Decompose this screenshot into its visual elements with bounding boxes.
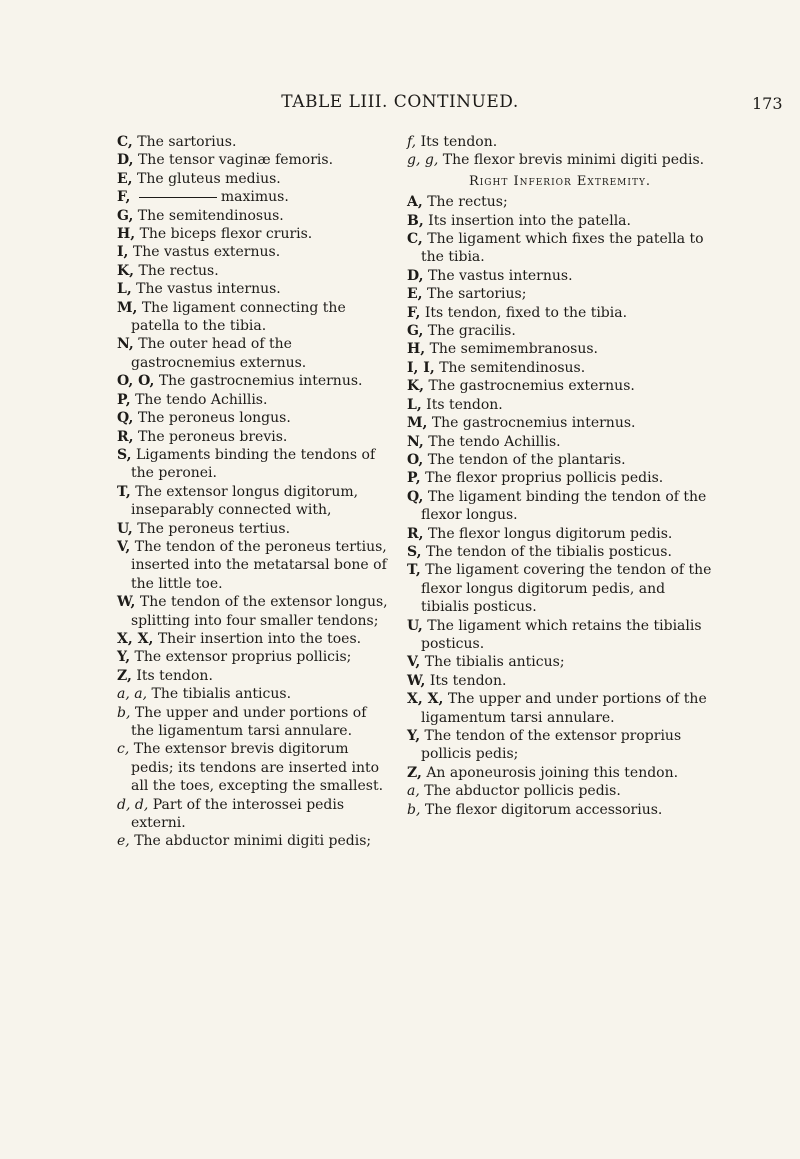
legend-entry xyxy=(117,648,389,666)
entry-key: d, d, xyxy=(117,796,149,813)
entry-text: maximus. xyxy=(220,189,289,206)
entry-text: The ligament binding the tendon of the flexor longus. xyxy=(421,488,707,524)
legend-entry xyxy=(117,225,389,243)
legend-entry xyxy=(117,280,389,298)
entry-key: K, xyxy=(407,378,425,395)
entry-text: The ligament connecting the patella to the tibia. xyxy=(131,299,346,335)
entry-text: The vastus internus. xyxy=(136,281,281,298)
entry-text: The gastrocnemius internus. xyxy=(158,373,363,390)
legend-entry xyxy=(407,414,713,432)
entry-text: The tendon of the tibialis posticus. xyxy=(425,543,672,560)
entry-text: The tendo Achillis. xyxy=(428,433,561,450)
entry-key: M, xyxy=(117,299,138,316)
entry-text: The ligament which fixes the patella to the tibia. xyxy=(421,231,704,266)
entry-text: The abductor pollicis pedis. xyxy=(424,783,621,800)
legend-entry xyxy=(117,428,389,446)
legend-entry xyxy=(407,340,713,358)
entry-text: The ligament covering the tendon of the flexor longus digitorum pedis, and tibialis posticus. xyxy=(421,562,712,616)
legend-entry xyxy=(117,299,389,336)
legend-entry xyxy=(407,561,713,616)
legend-entry xyxy=(407,396,713,414)
entry-text: The tendo Achillis. xyxy=(135,391,268,408)
entry-key: Q, xyxy=(117,410,134,427)
entry-text: The tendon of the peroneus tertius, inserted into the metatarsal bone of the little toe. xyxy=(131,538,387,592)
legend-entry xyxy=(117,207,389,225)
entry-text: Its tendon. xyxy=(136,667,213,684)
legend-entry xyxy=(407,304,713,322)
legend-entry xyxy=(407,525,713,543)
entry-key: e, xyxy=(117,833,130,850)
entry-text: The vastus externus. xyxy=(132,244,281,261)
entry-text: Its tendon. xyxy=(429,672,507,689)
page-number: 173 xyxy=(752,94,783,113)
legend-entry xyxy=(407,469,713,487)
entry-key: G, xyxy=(117,207,134,224)
entry-text: The flexor digitorum accessorius. xyxy=(424,801,663,818)
entry-key: C, xyxy=(117,134,133,150)
right-column xyxy=(407,133,713,819)
entry-text: Part of the interossei pedis externi. xyxy=(131,796,345,832)
entry-key: g, g, xyxy=(407,152,439,169)
entry-text: The rectus; xyxy=(427,194,508,211)
entry-key: Z, xyxy=(407,764,422,781)
entry-key: W, xyxy=(407,672,426,689)
entry-key: F, xyxy=(117,189,131,206)
legend-entry xyxy=(407,690,713,727)
legend-entry xyxy=(407,617,713,654)
entry-key: B, xyxy=(407,212,424,229)
entry-key: Y, xyxy=(117,649,131,666)
legend-entry xyxy=(117,170,389,188)
legend-entry xyxy=(117,740,389,795)
entry-text: The ligament which retains the tibialis posticus. xyxy=(421,617,702,652)
entry-key: X, X, xyxy=(117,630,154,647)
entry-key: P, xyxy=(117,391,131,408)
entry-text: The rectus. xyxy=(138,262,219,279)
entry-key: f, xyxy=(407,134,417,150)
legend-entry xyxy=(117,188,389,206)
legend-entry xyxy=(117,391,389,409)
ditto-dash xyxy=(139,197,217,198)
entry-text: The extensor longus digitorum, inseparably connected with, xyxy=(131,483,359,519)
entry-key: Q, xyxy=(407,488,424,505)
entry-key: N, xyxy=(407,433,424,450)
entry-text: The semitendinosus. xyxy=(137,207,284,224)
entry-key: G, xyxy=(407,323,424,340)
entry-text: The tensor vaginæ femoris. xyxy=(137,152,334,169)
entry-text: The tibialis anticus; xyxy=(424,654,565,671)
entry-text: Its tendon, fixed to the tibia. xyxy=(424,304,628,321)
entry-key: H, xyxy=(407,341,426,358)
page-title: TABLE LIII. CONTINUED. xyxy=(281,92,519,112)
legend-entry xyxy=(407,672,713,690)
entry-key: T, xyxy=(407,562,421,579)
legend-entry xyxy=(407,193,713,211)
entry-key: D, xyxy=(117,152,134,169)
entry-key: F, xyxy=(407,304,421,321)
entry-text: Its insertion into the patella. xyxy=(428,212,631,229)
legend-entry xyxy=(407,764,713,782)
entry-text: The tendon of the plantaris. xyxy=(427,451,626,468)
legend-entry xyxy=(117,133,389,151)
entry-text: The flexor proprius pollicis pedis. xyxy=(425,470,664,487)
entry-key: A, xyxy=(407,194,423,211)
legend-entry xyxy=(117,704,389,741)
entry-key: Z, xyxy=(117,667,132,684)
entry-key: U, xyxy=(117,520,133,537)
legend-entry xyxy=(117,243,389,261)
entry-key: R, xyxy=(117,428,134,445)
entry-key: E, xyxy=(117,170,133,187)
legend-entry xyxy=(117,520,389,538)
legend-entry xyxy=(117,372,389,390)
legend-entry xyxy=(117,593,389,630)
entry-text: The gluteus medius. xyxy=(137,170,281,187)
entry-text: The biceps flexor cruris. xyxy=(139,226,313,243)
entry-text: The peroneus longus. xyxy=(137,410,291,427)
entry-text: The upper and under portions of the ligamentum tarsi annulare. xyxy=(131,704,367,739)
entry-text: The flexor longus digitorum pedis. xyxy=(427,525,673,542)
entry-key: a, a, xyxy=(117,686,148,703)
entry-key: R, xyxy=(407,525,424,542)
legend-entry xyxy=(407,267,713,285)
entry-key: E, xyxy=(407,286,423,303)
legend-entry xyxy=(117,483,389,520)
entry-key: H, xyxy=(117,226,136,243)
entry-key: M, xyxy=(407,415,428,432)
legend-entry xyxy=(407,285,713,303)
entry-key: T, xyxy=(117,483,131,500)
entry-key: W, xyxy=(117,594,136,611)
entry-key: O, xyxy=(407,451,424,468)
section-heading: Right Inferior Extremity. xyxy=(468,173,652,189)
entry-text: The sartorius. xyxy=(137,134,237,150)
legend-entry xyxy=(407,322,713,340)
legend-entry xyxy=(117,630,389,648)
entry-key: I, I, xyxy=(407,359,435,376)
entry-key: I, xyxy=(117,244,129,261)
legend-entry xyxy=(407,727,713,764)
entry-text: Their insertion into the toes. xyxy=(157,630,362,647)
entry-key: L, xyxy=(117,281,132,298)
entry-text: The semimembranosus. xyxy=(429,341,598,358)
entry-text: Ligaments binding the tendons of the peronei. xyxy=(131,446,376,482)
entry-key: b, xyxy=(117,704,131,721)
entry-key: V, xyxy=(407,654,421,671)
entry-text: Its tendon. xyxy=(426,396,503,413)
entry-key: S, xyxy=(117,446,132,463)
entry-key: K, xyxy=(117,262,135,279)
entry-text: The extensor brevis digitorum pedis; its tendons are inserted into all the toes, excepting the smallest. xyxy=(131,741,384,795)
entry-key: V, xyxy=(117,538,131,555)
legend-entry xyxy=(407,653,713,671)
entry-key: a, xyxy=(407,783,420,800)
legend-entry xyxy=(117,667,389,685)
entry-key: c, xyxy=(117,741,130,758)
entry-key: X, X, xyxy=(407,691,444,708)
entry-key: P, xyxy=(407,470,421,487)
legend-entry xyxy=(117,446,389,483)
entry-key: O, O, xyxy=(117,373,155,390)
entry-key: Y, xyxy=(407,728,421,744)
legend-entry xyxy=(117,409,389,427)
entry-text: The flexor brevis minimi digiti pedis. xyxy=(442,152,705,169)
entry-text: The tendon of the extensor proprius pollicis pedis; xyxy=(421,728,682,763)
entry-text: The gastrocnemius internus. xyxy=(431,415,636,432)
entry-text: The peroneus brevis. xyxy=(137,428,288,445)
legend-entry xyxy=(407,782,713,800)
legend-entry xyxy=(407,212,713,230)
legend-entry xyxy=(407,488,713,525)
entry-key: b, xyxy=(407,801,421,818)
entry-text: The vastus internus. xyxy=(427,267,573,284)
entry-key: S, xyxy=(407,543,422,560)
entry-text: The abductor minimi digiti pedis; xyxy=(134,833,372,850)
entry-key: C, xyxy=(407,231,423,248)
legend-entry xyxy=(117,796,389,833)
legend-entry xyxy=(117,538,389,593)
legend-entry xyxy=(407,433,713,451)
legend-entry xyxy=(407,359,713,377)
entry-text: The sartorius; xyxy=(427,286,527,303)
entry-text: The gastrocnemius externus. xyxy=(428,378,635,395)
entry-text: Its tendon. xyxy=(420,134,498,150)
entry-text: The upper and under portions of the ligamentum tarsi annulare. xyxy=(421,691,707,726)
legend-entry xyxy=(407,133,713,151)
entry-key: U, xyxy=(407,617,423,634)
entry-text: The tibialis anticus. xyxy=(151,686,292,703)
legend-entry xyxy=(407,230,713,267)
entry-key: D, xyxy=(407,267,424,284)
legend-entry xyxy=(407,543,713,561)
entry-text: The semitendinosus. xyxy=(439,359,586,376)
entry-text: The peroneus tertius. xyxy=(137,520,291,537)
legend-entry xyxy=(407,451,713,469)
entry-text: The gracilis. xyxy=(427,323,516,340)
entry-text: An aponeurosis joining this tendon. xyxy=(426,764,679,781)
legend-entry xyxy=(117,335,389,372)
entry-text: The outer head of the gastrocnemius externus. xyxy=(131,336,307,371)
legend-entry xyxy=(117,832,389,850)
entry-text: The extensor proprius pollicis; xyxy=(134,649,352,666)
entry-key: L, xyxy=(407,396,422,413)
legend-entry xyxy=(117,685,389,703)
entry-key: N, xyxy=(117,336,134,353)
legend-entry xyxy=(407,801,713,819)
left-column xyxy=(117,133,389,851)
legend-entry xyxy=(407,151,713,169)
legend-entry xyxy=(407,377,713,395)
legend-entry xyxy=(117,151,389,169)
legend-entry xyxy=(117,262,389,280)
entry-text: The tendon of the extensor longus, splitting into four smaller tendons; xyxy=(131,594,388,629)
